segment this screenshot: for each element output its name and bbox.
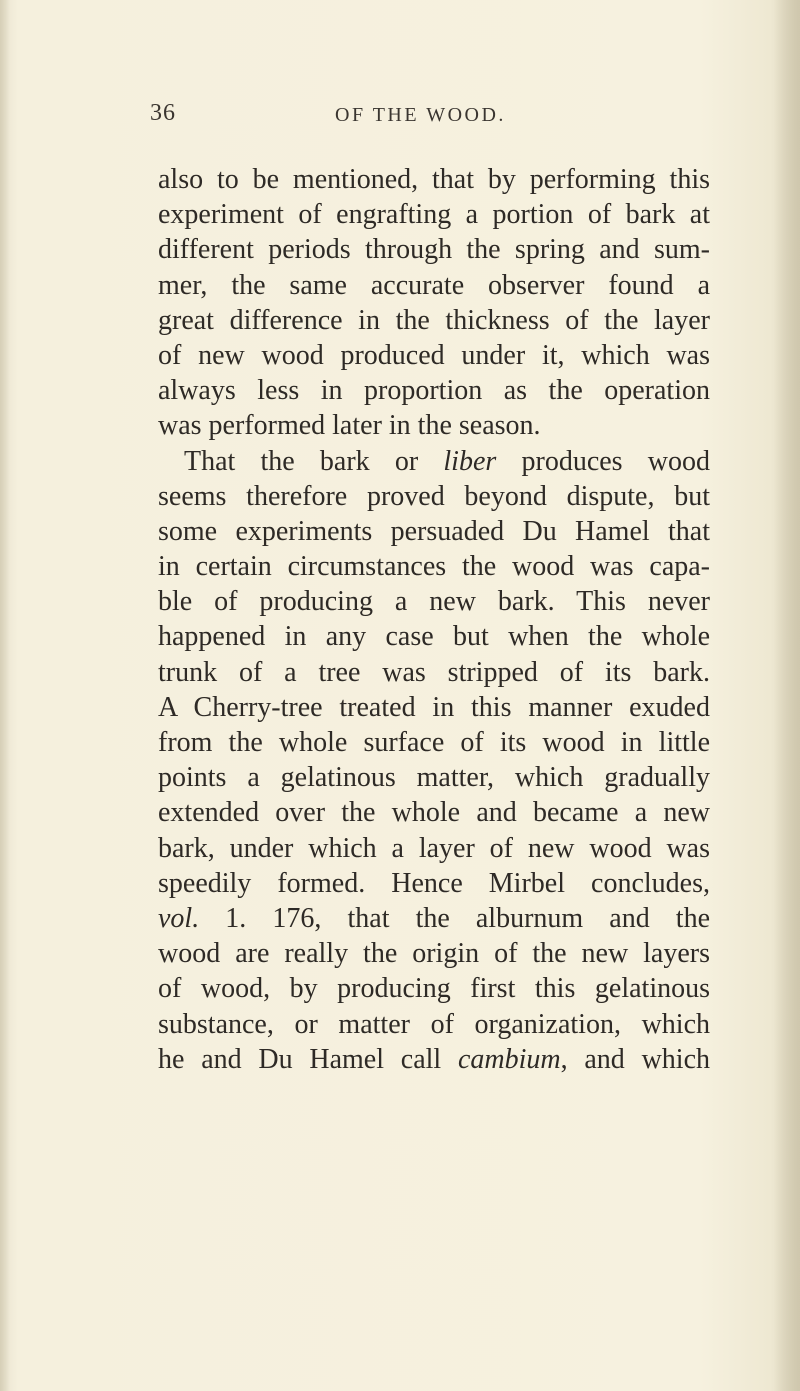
text-line: from the whole surface of its wood in little [158,727,710,758]
running-head: OF THE WOOD. [335,104,506,126]
text-line: A Cherry-tree treated in this manner exuded [158,691,710,723]
text-line: bark, under which a layer of new wood was [158,832,710,864]
text-line: of new wood produced under it, which was [158,339,710,371]
text-line [158,1042,710,1077]
text-line: in certain circumstances the wood was capa- [158,551,710,583]
text-segment: he and Du Hamel call [158,1043,458,1075]
italic-term-vol: vol. [158,902,200,934]
text-line [158,901,710,936]
text-line: always less in proportion as the operation [158,375,710,407]
text-line-paragraph-start [158,444,710,479]
text-line: of wood, by producing first this gelatinous [158,973,710,1005]
text-line: points a gelatinous matter, which gradually [158,762,710,794]
italic-term-cambium: cambium [457,1043,561,1075]
text-line: seems therefore proved beyond dispute, but [158,480,710,512]
text-line: experiment of engrafting a portion of bark at [158,199,710,231]
text-line: wood are really the origin of the new layers [158,938,710,970]
text-line: was performed later in the season. [158,410,541,442]
text-line: trunk of a tree was stripped of its bark. [158,656,710,688]
body-text [158,162,710,1077]
text-segment: 1. 176, that the alburnum and the [199,902,710,934]
text-segment: , and which [560,1043,710,1075]
page-left-shadow [0,0,10,1391]
italic-term-liber: liber [443,445,497,477]
text-segment: produces wood [496,445,710,477]
text-segment: That the bark or [184,445,444,477]
text-line: different periods through the spring and sum- [158,234,710,266]
text-line: extended over the whole and became a new [158,797,710,829]
text-line: happened in any case but when the whole [158,621,710,653]
text-line: also to be mentioned, that by performing this [158,164,710,195]
text-line: some experiments persuaded Du Hamel that [158,515,710,547]
text-line: great difference in the thickness of the layer [158,304,710,336]
text-line: substance, or matter of organization, which [158,1008,710,1040]
page-right-shadow [774,0,800,1391]
text-line: speedily formed. Hence Mirbel concludes, [158,867,710,899]
page-header [150,100,710,140]
text-line: mer, the same accurate observer found a [158,269,710,301]
page-number: 36 [150,100,176,126]
text-line: ble of producing a new bark. This never [158,586,710,618]
